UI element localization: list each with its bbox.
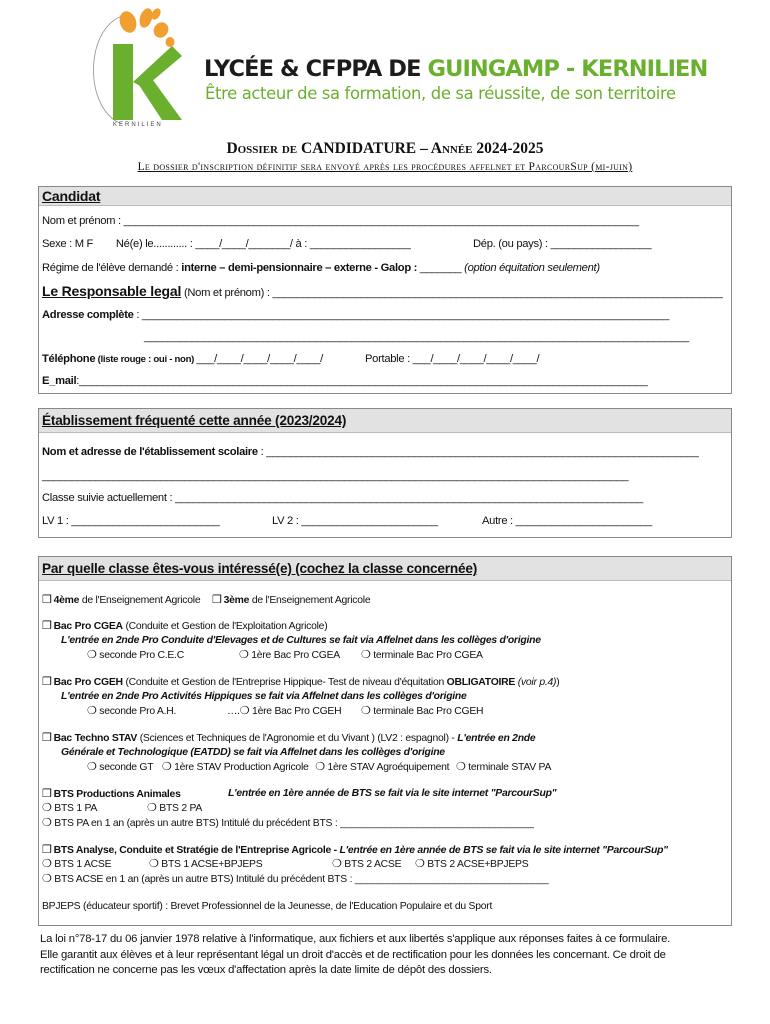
bts-acse-note: L'entrée en 1ère année de BTS se fait via le site internet "ParcourSup" xyxy=(339,845,668,856)
cgea-choice-1[interactable] xyxy=(87,650,184,661)
document-title: Dossier de CANDIDATURE – Année 2024-2025 xyxy=(226,140,544,157)
cgeh-note xyxy=(61,690,728,704)
bts-acse-dash: - xyxy=(331,845,340,856)
bts-pa-option[interactable] xyxy=(42,787,728,802)
checkbox-icon: ❒ xyxy=(42,788,52,800)
regime-label: Régime de l'élève demandé : xyxy=(42,262,182,274)
bts-pa-1an[interactable] xyxy=(42,816,728,831)
cgea-choice-3-label: terminale Bac Pro CGEA xyxy=(370,650,483,661)
stav-choice-1[interactable] xyxy=(87,762,153,773)
bts-pa-choice-2-label: BTS 2 PA xyxy=(156,803,203,814)
bts-pa-label: BTS Productions Animales xyxy=(53,789,181,800)
adresse-line2[interactable]: ____________________________________________________________________________________________ xyxy=(144,331,689,343)
radio-icon: ❍ xyxy=(361,705,371,717)
stav-choice-4[interactable] xyxy=(456,762,551,773)
cgeh-dots: …. xyxy=(227,706,240,717)
cgeh-choice-1[interactable] xyxy=(87,706,176,717)
school-tagline: Être acteur de sa formation, de sa réussite, de son territoire xyxy=(205,84,676,103)
etablissement-section xyxy=(38,408,732,538)
troisieme-label: 3ème xyxy=(223,595,250,606)
langues-row xyxy=(42,514,728,528)
bts-acse-label: BTS Analyse, Conduite et Stratégie de l'Entreprise Agricole xyxy=(53,845,332,856)
privacy-notice xyxy=(40,932,734,979)
quatrieme-option[interactable] xyxy=(42,595,200,606)
telephone-blank: ___/____/____/____/____/ xyxy=(196,353,323,365)
responsable-heading: Le Responsable legal xyxy=(42,283,182,299)
cgeh-option[interactable] xyxy=(42,675,728,690)
cgeh-label: Bac Pro CGEH xyxy=(53,677,123,688)
departement-field[interactable]: Dép. (ou pays) : _________________ xyxy=(473,238,652,250)
bts-acse-choice-3-label: BTS 2 ACSE xyxy=(341,859,402,870)
lv2-field[interactable]: LV 2 : _______________________ xyxy=(272,515,438,527)
etablissement-nom-label: Nom et adresse de l'établissement scolaire xyxy=(42,446,258,458)
school-logo xyxy=(82,8,188,130)
email-label: E_mail xyxy=(42,375,77,387)
checkbox-icon: ❒ xyxy=(42,844,52,856)
cgeh-voir: (voir p.4) xyxy=(515,677,557,688)
sexe-field[interactable]: Sexe : M F xyxy=(42,238,94,250)
bts-acse-choices xyxy=(42,857,728,872)
radio-icon: ❍ xyxy=(332,858,342,870)
cgea-choices xyxy=(87,648,728,663)
stav-rest: (Sciences et Techniques de l'Agronomie et du Vivant ) (LV2 : espagnol) - xyxy=(137,733,458,744)
checkbox-icon: ❒ xyxy=(42,732,52,744)
radio-icon: ❍ xyxy=(361,649,371,661)
stav-choice-3[interactable] xyxy=(315,762,449,773)
adresse-label: Adresse complète xyxy=(42,309,134,321)
responsable-row[interactable] xyxy=(42,284,728,300)
regime-blank: _______ xyxy=(419,262,465,274)
cgea-choice-2[interactable] xyxy=(239,648,340,663)
privacy-line-1: La loi n°78-17 du 06 janvier 1978 relative à l'informatique, aux fichiers et aux libertés s'applique aux réponses faites à ce formulaire. xyxy=(40,933,671,945)
cgeh-choice-3[interactable] xyxy=(361,704,483,719)
regime-note: (option équitation seulement) xyxy=(464,262,600,274)
cgeh-choice-2[interactable] xyxy=(227,704,341,719)
radio-icon: ❍ xyxy=(42,858,52,870)
quatrieme-label: 4ème xyxy=(53,595,80,606)
quatrieme-rest: de l'Enseignement Agricole xyxy=(79,595,201,606)
bts-pa-choice-1[interactable] xyxy=(42,803,97,814)
school-name-part2: GUINGAMP - KERNILIEN xyxy=(427,56,708,82)
adresse-line1: : _________________________________________________________________________________________ xyxy=(133,309,670,321)
privacy-line-2: Elle garantit aux élèves et à leur représentant légal un droit d'accès et de rectification pour les données les concernant. Ce droit de xyxy=(40,948,666,961)
cgeh-choice-3-label: terminale Bac Pro CGEH xyxy=(370,706,484,717)
radio-icon: ❍ xyxy=(415,858,425,870)
telephone-note: (liste rouge : oui - non) xyxy=(95,354,197,365)
responsable-field: (Nom et prénom) : ____________________________________________________________________________ xyxy=(181,287,723,299)
nom-field[interactable]: Nom et prénom : _______________________________________________________________________________________ xyxy=(42,215,639,227)
logo-caption: KERNILIEN xyxy=(113,122,163,128)
bts-acse-option[interactable] xyxy=(42,843,728,858)
bts-acse-choice-2-label: BTS 1 ACSE+BPJEPS xyxy=(158,859,263,870)
checkbox-icon: ❒ xyxy=(42,676,52,688)
bts-pa-choice-1-label: BTS 1 PA xyxy=(51,803,98,814)
radio-icon: ❍ xyxy=(87,705,97,717)
regime-row[interactable] xyxy=(42,261,728,275)
bts-pa-1an-label: BTS PA en 1 an (après un autre BTS) Intitulé du précédent BTS : ___________________________________ xyxy=(51,818,534,829)
radio-icon: ❍ xyxy=(42,802,52,814)
radio-icon: ❍ xyxy=(42,873,52,885)
bts-acse-choice-3[interactable] xyxy=(332,857,401,872)
checkbox-icon: ❒ xyxy=(212,594,222,606)
college-row xyxy=(42,593,728,608)
adresse-row[interactable] xyxy=(42,308,728,322)
regime-options: interne – demi-pensionnaire – externe - Galop : xyxy=(181,262,420,274)
cgea-choice-2-label: 1ère Bac Pro CGEA xyxy=(248,650,340,661)
cgeh-choice-1-label: seconde Pro A.H. xyxy=(96,706,177,717)
classes-section xyxy=(38,556,732,926)
stav-note-1: L'entrée en 2nde xyxy=(457,733,536,744)
stav-choice-3-label: 1ère STAV Agroéquipement xyxy=(324,762,450,773)
troisieme-option[interactable] xyxy=(212,595,370,606)
radio-icon: ❍ xyxy=(455,761,466,773)
etablissement-nom-row[interactable] xyxy=(42,445,728,459)
stav-choice-2[interactable] xyxy=(162,762,309,773)
cgea-choice-3[interactable] xyxy=(361,648,483,663)
radio-icon: ❍ xyxy=(147,802,157,814)
classes-heading: Par quelle classe êtes-vous intéressé(e) (cochez la classe concernée) xyxy=(42,561,478,576)
bts-pa-note: L'entrée en 1ère année de BTS se fait via le site internet "ParcourSup" xyxy=(228,788,557,799)
radio-icon: ❍ xyxy=(87,649,97,661)
bts-acse-choice-2[interactable] xyxy=(149,857,262,872)
school-name-part1: LYCÉE & CFPPA DE xyxy=(204,56,428,82)
etablissement-heading: Établissement fréquenté cette année (2023/2024) xyxy=(42,413,347,428)
cgea-note-text: L'entrée en 2nde Pro Conduite d'Elevages et de Cultures se fait via Affelnet dans les collèges d'origine xyxy=(61,635,541,646)
radio-icon: ❍ xyxy=(239,649,249,661)
school-name xyxy=(204,56,707,82)
cgeh-choice-2-label: 1ère Bac Pro CGEH xyxy=(249,706,342,717)
bts-pa-choice-2[interactable] xyxy=(147,801,202,816)
cgea-rest: (Conduite et Gestion de l'Exploitation Agricole) xyxy=(122,621,328,632)
stav-choice-4-label: terminale STAV PA xyxy=(465,762,552,773)
lv1-field[interactable]: LV 1 : _________________________ xyxy=(42,515,220,527)
radio-icon: ❍ xyxy=(42,817,52,829)
stav-note xyxy=(61,746,728,760)
bts-acse-choice-4-label: BTS 2 ACSE+BPJEPS xyxy=(424,859,529,870)
cgea-label: Bac Pro CGEA xyxy=(53,621,123,632)
portable-field[interactable]: Portable : ___/____/____/____/____/ xyxy=(365,353,540,365)
checkbox-icon: ❒ xyxy=(42,594,52,606)
stav-choice-2-label: 1ère STAV Production Agricole xyxy=(171,762,309,773)
stav-choice-1-label: seconde GT xyxy=(96,762,154,773)
bts-acse-1an[interactable] xyxy=(42,872,728,887)
privacy-line-3: rectification ne concerne pas les vœux d'affectation après la date limite de dépôt des dossiers. xyxy=(40,964,492,976)
cgea-note xyxy=(61,634,728,648)
cgeh-choices xyxy=(87,704,728,719)
radio-icon: ❍ xyxy=(161,761,172,773)
telephone-label: Téléphone xyxy=(42,353,96,365)
document-subtitle: Le dossier d'inscription définitif sera envoyé après les procédures affelnet et ParcourSup (mi-juin) xyxy=(137,161,633,173)
cgea-option[interactable] xyxy=(42,619,728,634)
cgeh-close: ) xyxy=(556,677,560,688)
stav-label: Bac Techno STAV xyxy=(53,733,138,744)
bts-acse-choice-4[interactable] xyxy=(415,857,528,872)
bts-acse-choice-1[interactable] xyxy=(42,859,111,870)
radio-icon: ❍ xyxy=(315,761,325,773)
autre-field[interactable]: Autre : _______________________ xyxy=(482,515,652,527)
radio-icon: ❍ xyxy=(239,705,250,717)
cgeh-note-text: L'entrée en 2nde Pro Activités Hippiques se fait via Affelnet dans les collèges d'origine xyxy=(61,691,467,702)
bts-pa-choices xyxy=(42,801,728,816)
bts-acse-1an-label: BTS ACSE en 1 an (après un autre BTS) Intitulé du précédent BTS : ___________________________________ xyxy=(51,874,549,885)
candidat-section xyxy=(38,186,732,394)
radio-icon: ❍ xyxy=(149,858,159,870)
birth-row xyxy=(42,237,728,251)
troisieme-rest: de l'Enseignement Agricole xyxy=(249,595,371,606)
cgeh-rest: (Conduite et Gestion de l'Entreprise Hippique- Test de niveau d'équitation xyxy=(122,677,447,688)
stav-option[interactable] xyxy=(42,731,728,746)
telephone-row[interactable] xyxy=(42,352,728,367)
bpjeps-note: BPJEPS (éducateur sportif) : Brevet Professionnel de la Jeunesse, de l'Education Populaire et du Sport xyxy=(42,901,493,912)
checkbox-icon: ❒ xyxy=(42,620,52,632)
cgeh-obligatoire: OBLIGATOIRE xyxy=(446,677,516,688)
etablissement-nom-blank: : _________________________________________________________________________ xyxy=(257,446,699,458)
stav-choices xyxy=(87,760,728,775)
email-blank: :________________________________________________________________________________________________ xyxy=(76,375,648,387)
etablissement-line2[interactable]: ___________________________________________________________________________________________________ xyxy=(42,470,629,482)
email-row[interactable] xyxy=(42,374,728,388)
classe-field[interactable]: Classe suivie actuellement : _______________________________________________________________________________ xyxy=(42,492,643,504)
cgea-choice-1-label: seconde Pro C.E.C xyxy=(96,650,184,661)
candidat-heading: Candidat xyxy=(42,188,101,204)
bts-acse-choice-1-label: BTS 1 ACSE xyxy=(51,859,112,870)
stav-note-2: Générale et Technologique (EATDD) se fait via Affelnet dans les collèges d'origine xyxy=(61,747,445,758)
radio-icon: ❍ xyxy=(87,761,97,773)
naissance-field[interactable]: Né(e) le............ : ____/____/_______/ à : _________________ xyxy=(115,238,411,250)
